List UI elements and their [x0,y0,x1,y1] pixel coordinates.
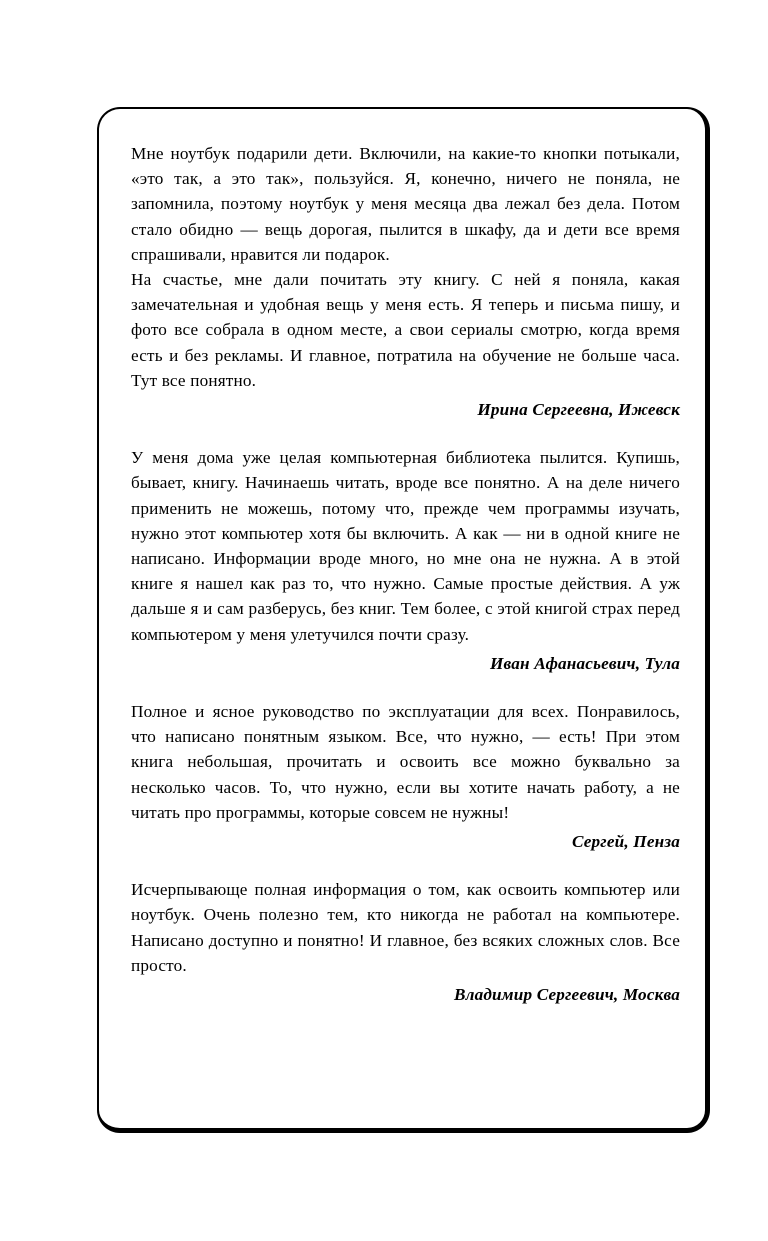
testimonial-paragraph: На счастье, мне дали почитать эту книгу. С ней я поняла, какая замечательная и удобная вещь у меня есть. Я теперь и письма пишу, и фото все собрала в одном месте, а свои сериалы смотрю, когда время есть и без рекламы. И главное, потратила на обучение не больше часа. Тут все понятно. [131,270,680,390]
testimonial-item [131,877,680,1007]
testimonial-attribution: Владимир Сергеевич, Москва [453,985,680,1005]
testimonial-item [131,445,680,676]
testimonial-attribution: Иван Афанасьевич, Тула [489,653,680,673]
testimonial-attribution: Сергей, Пенза [571,832,680,852]
testimonial-paragraph: У меня дома уже целая компьютерная библиотека пылится. Купишь, бывает, книгу. Начинаешь читать, вроде все понятно. А на деле ничего применить не можешь, потому что, прежде чем программы изучать, нужно этот компьютер хотя бы включить. А как — ни в одной книге не написано. Информации вроде много, но мне она не нужна. А в этой книге я нашел как раз то, что нужно. Самые простые действия. А уж дальше я и сам разберусь, без книг. Тем более, с этой книгой страх перед компьютером у меня улетучился почти сразу. [131,448,680,644]
testimonial-item [131,141,680,422]
testimonial-item [131,699,680,854]
testimonial-list [131,141,680,1007]
testimonial-paragraph: Мне ноутбук подарили дети. Включили, на какие-то кнопки потыкали, «это так, а это так», пользуйся. Я, конечно, ничего не поняла, не запомнила, поэтому ноутбук у меня месяца два лежал без дела. Потом стало обидно — вещь дорогая, пылится в шкафу, да и дети все время спрашивали, нравится ли подарок. [131,144,680,264]
testimonial-paragraph: Полное и ясное руководство по эксплуатации для всех. Понравилось, что написано понятным языком. Все, что нужно, — есть! При этом книга небольшая, прочитать и освоить все можно буквально за несколько часов. То, что нужно, если вы хотите начать работу, а не читать про программы, которые совсем не нужны! [131,702,680,822]
testimonial-paragraph: Исчерпывающе полная информация о том, как освоить компьютер или ноутбук. Очень полезно тем, кто никогда не работал на компьютере. Написано доступно и понятно! И главное, без всяких сложных слов. Все просто. [131,880,680,975]
testimonial-frame [97,107,710,1133]
testimonial-attribution: Ирина Сергеевна, Ижевск [477,400,680,420]
